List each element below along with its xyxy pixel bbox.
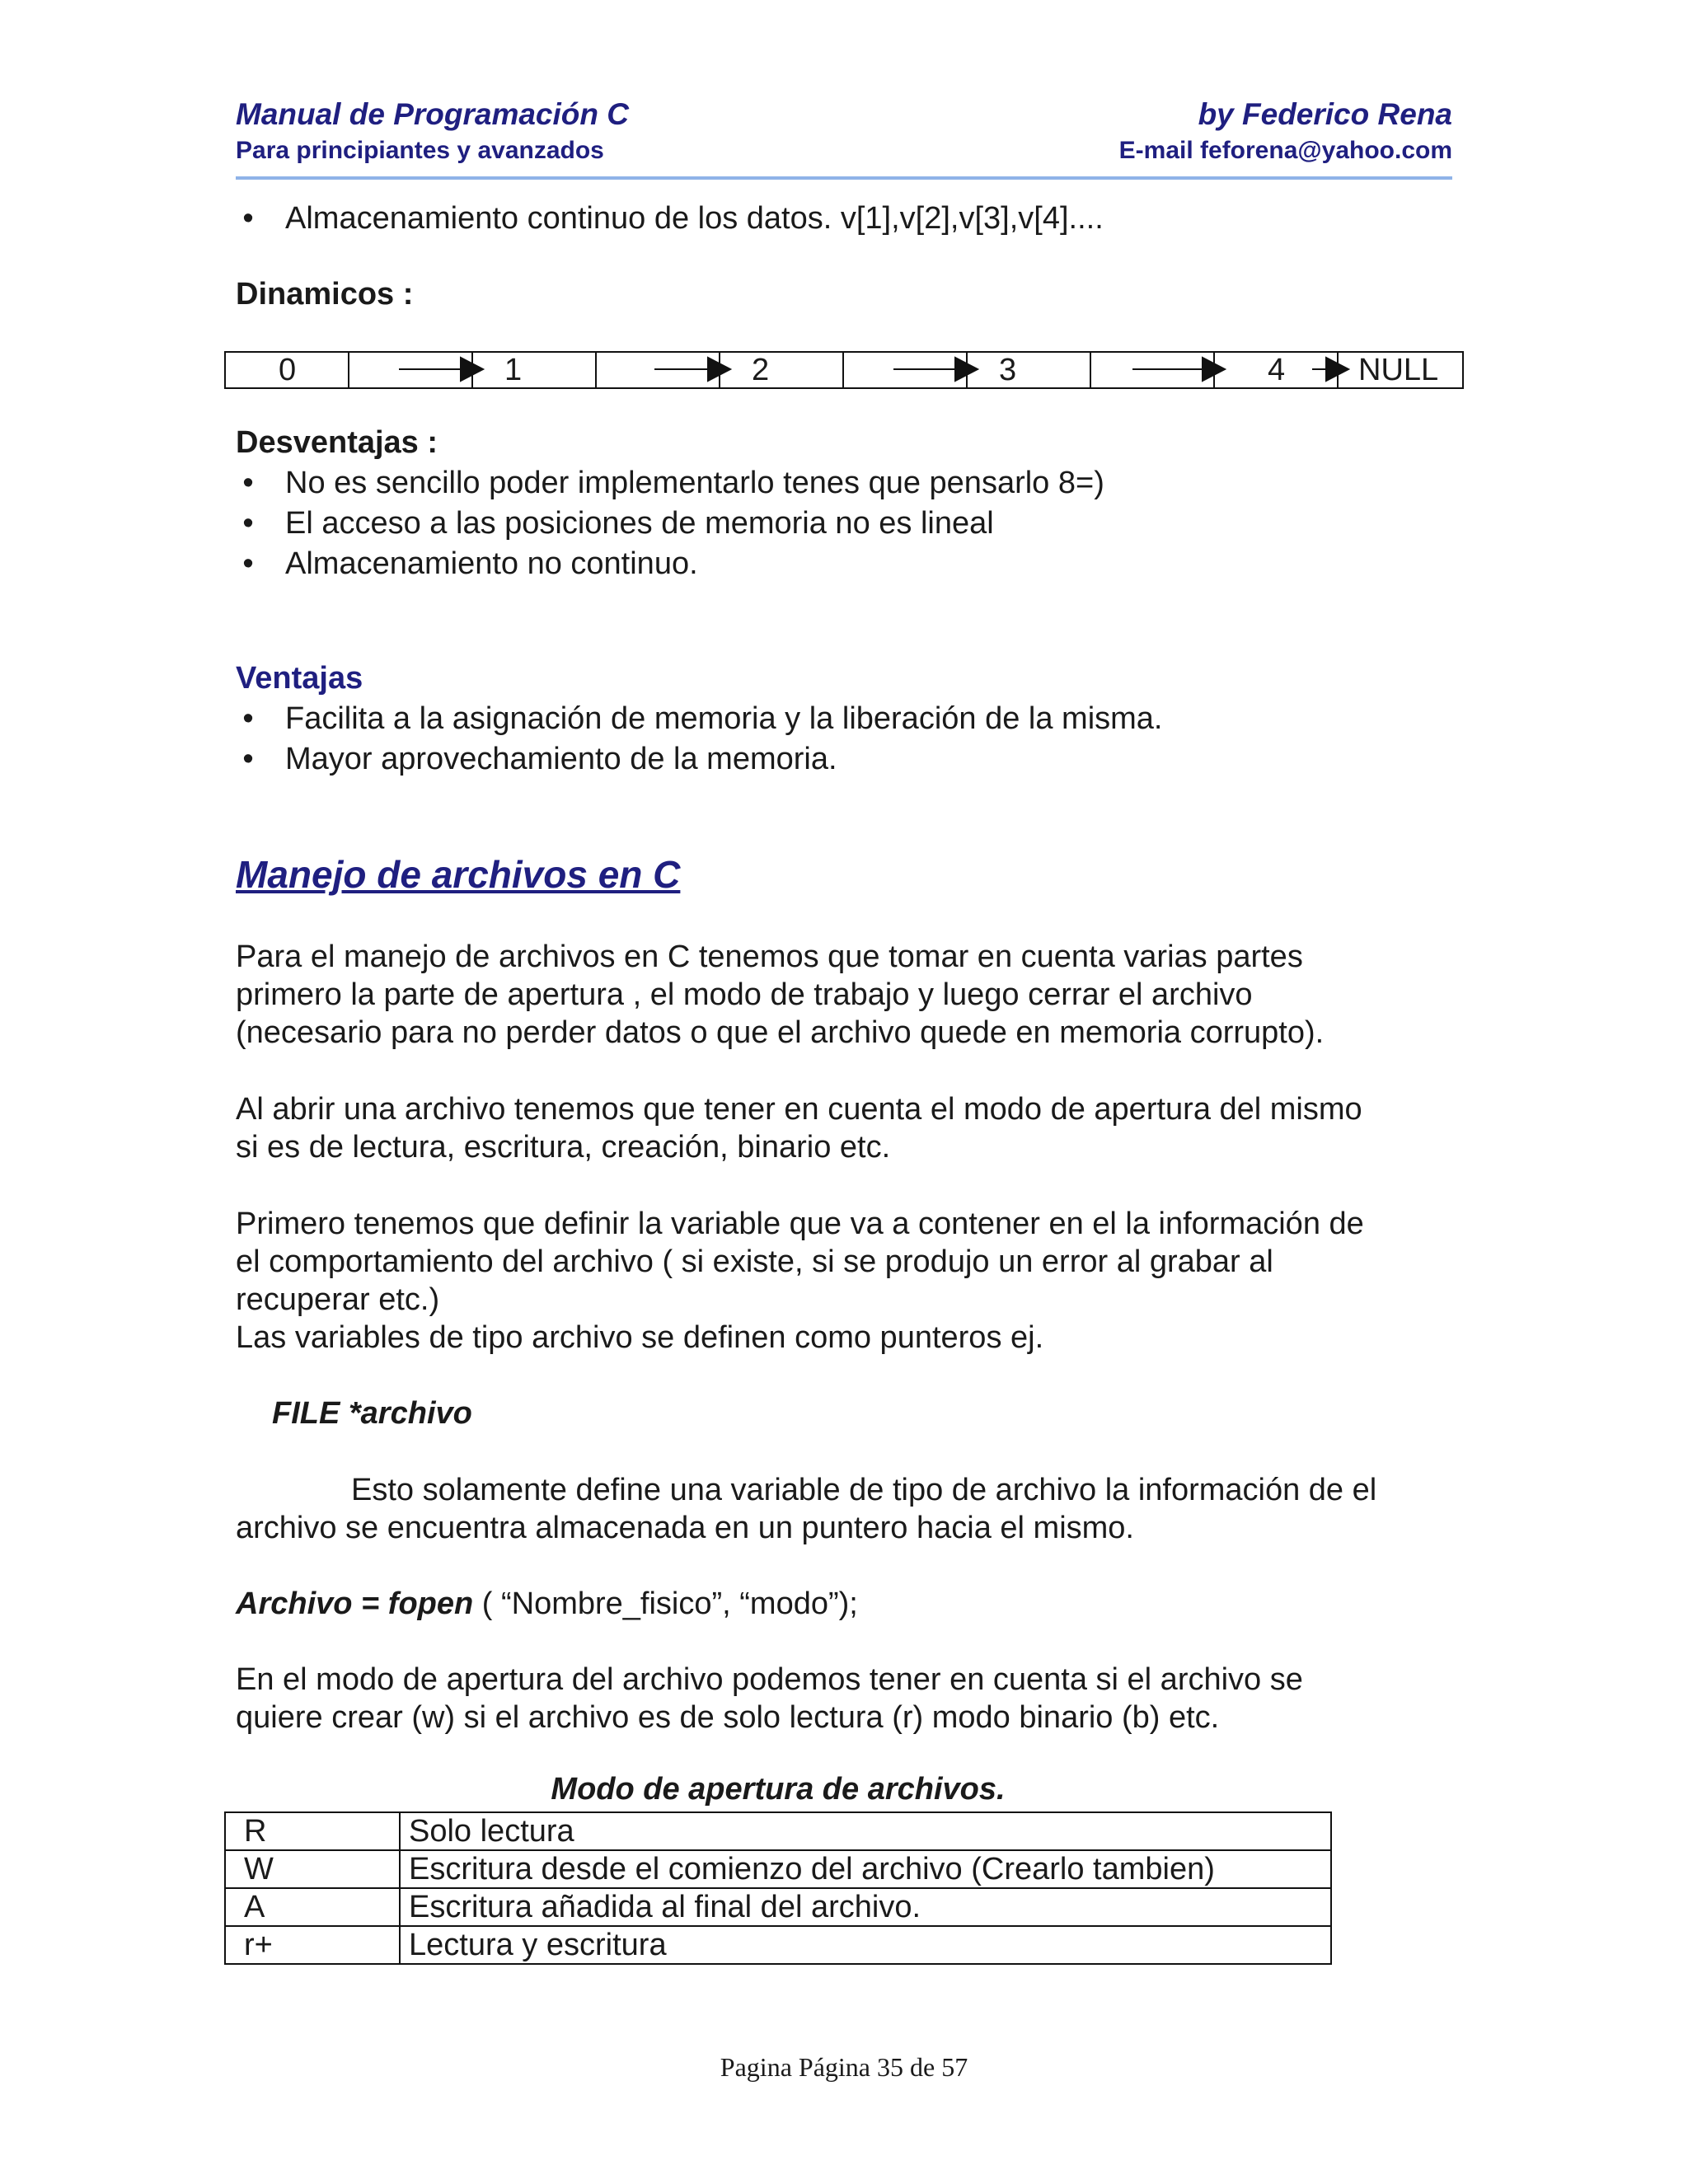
bullet-icon: • [242, 201, 254, 236]
description-cell: Escritura desde el comienzo del archivo (Crearlo tambien) [400, 1850, 1331, 1888]
arrow-icon [1326, 358, 1348, 381]
list-node-value: 4 [1268, 353, 1286, 387]
table-row [225, 1812, 1331, 1850]
bullet-icon: • [242, 546, 254, 581]
code-declaration: FILE *archivo [272, 1396, 472, 1431]
paragraph-line: recuperar etc.) [236, 1282, 440, 1317]
list-terminal-value: NULL [1358, 353, 1439, 387]
list-arrows [226, 353, 1462, 387]
arrow-icon [708, 358, 730, 381]
paragraph-line: si es de lectura, escritura, creación, binario etc. [236, 1130, 891, 1165]
page-header [236, 97, 1452, 164]
arrow-icon [461, 358, 483, 381]
paragraph-line: (necesario para no perder datos o que el archivo quede en memoria corrupto). [236, 1015, 1325, 1050]
paragraph-line: Esto solamente define una variable de tipo de archivo la información de el [351, 1473, 1377, 1507]
mode-cell: r+ [225, 1926, 400, 1964]
table-row [225, 1888, 1331, 1926]
paragraph-line: Al abrir una archivo tenemos que tener en cuenta el modo de apertura del mismo [236, 1092, 1362, 1127]
linked-list-diagram [224, 351, 1464, 389]
header-title: Manual de Programación C [236, 97, 629, 131]
list-node-value: 3 [999, 353, 1017, 387]
paragraph-line: archivo se encuentra almacenada en un puntero hacia el mismo. [236, 1511, 1134, 1545]
paragraph-line: Primero tenemos que definir la variable que va a contener en el la información de [236, 1207, 1364, 1241]
paragraph-line: En el modo de apertura del archivo podemos tener en cuenta si el archivo se [236, 1662, 1303, 1697]
description-cell: Escritura añadida al final del archivo. [400, 1888, 1331, 1926]
list-node-value: 2 [752, 353, 770, 387]
section-title: Manejo de archivos en C [236, 853, 681, 896]
arrow-icon [955, 358, 978, 381]
bullet-icon: • [242, 506, 254, 541]
mode-cell: R [225, 1812, 400, 1850]
bullet-icon: • [242, 742, 254, 776]
paragraph-line: primero la parte de apertura , el modo de trabajo y luego cerrar el archivo [236, 977, 1253, 1012]
mode-cell: W [225, 1850, 400, 1888]
description-cell: Solo lectura [400, 1812, 1331, 1850]
arrow-icon [1203, 358, 1225, 381]
paragraph-line: el comportamiento del archivo ( si existe, si se produjo un error al grabar al [236, 1244, 1273, 1279]
paragraph-line: quiere crear (w) si el archivo es de solo lectura (r) modo binario (b) etc. [236, 1700, 1220, 1735]
header-author: by Federico Rena [1198, 97, 1452, 131]
bullet-icon: • [242, 466, 254, 500]
desventajas-heading: Desventajas : [236, 425, 438, 460]
table-caption: Modo de apertura de archivos. [551, 1772, 1006, 1807]
table-row [225, 1850, 1331, 1888]
header-email: E-mail feforena@yahoo.com [1118, 137, 1452, 164]
description-cell: Lectura y escritura [400, 1926, 1331, 1964]
bullet-icon: • [242, 701, 254, 736]
code-fopen-args: ( “Nombre_fisico”, “modo”); [473, 1586, 858, 1621]
code-fopen-call: Archivo = fopen [236, 1586, 474, 1621]
list-node-value: 0 [279, 353, 297, 387]
dinamicos-heading: Dinamicos : [236, 277, 414, 312]
modes-table [224, 1811, 1332, 1965]
header-subtitle: Para principiantes y avanzados [236, 137, 604, 164]
paragraph-line: Las variables de tipo archivo se definen como punteros ej. [236, 1320, 1044, 1355]
page-footer: Pagina Página 35 de 57 [720, 2052, 968, 2082]
list-node-value: 1 [504, 353, 523, 387]
paragraph-line: Para el manejo de archivos en C tenemos que tomar en cuenta varias partes [236, 940, 1303, 974]
header-divider [236, 176, 1452, 180]
mode-cell: A [225, 1888, 400, 1926]
ventajas-heading: Ventajas [236, 661, 363, 696]
code-fopen [236, 1585, 858, 1623]
table-row [225, 1926, 1331, 1964]
